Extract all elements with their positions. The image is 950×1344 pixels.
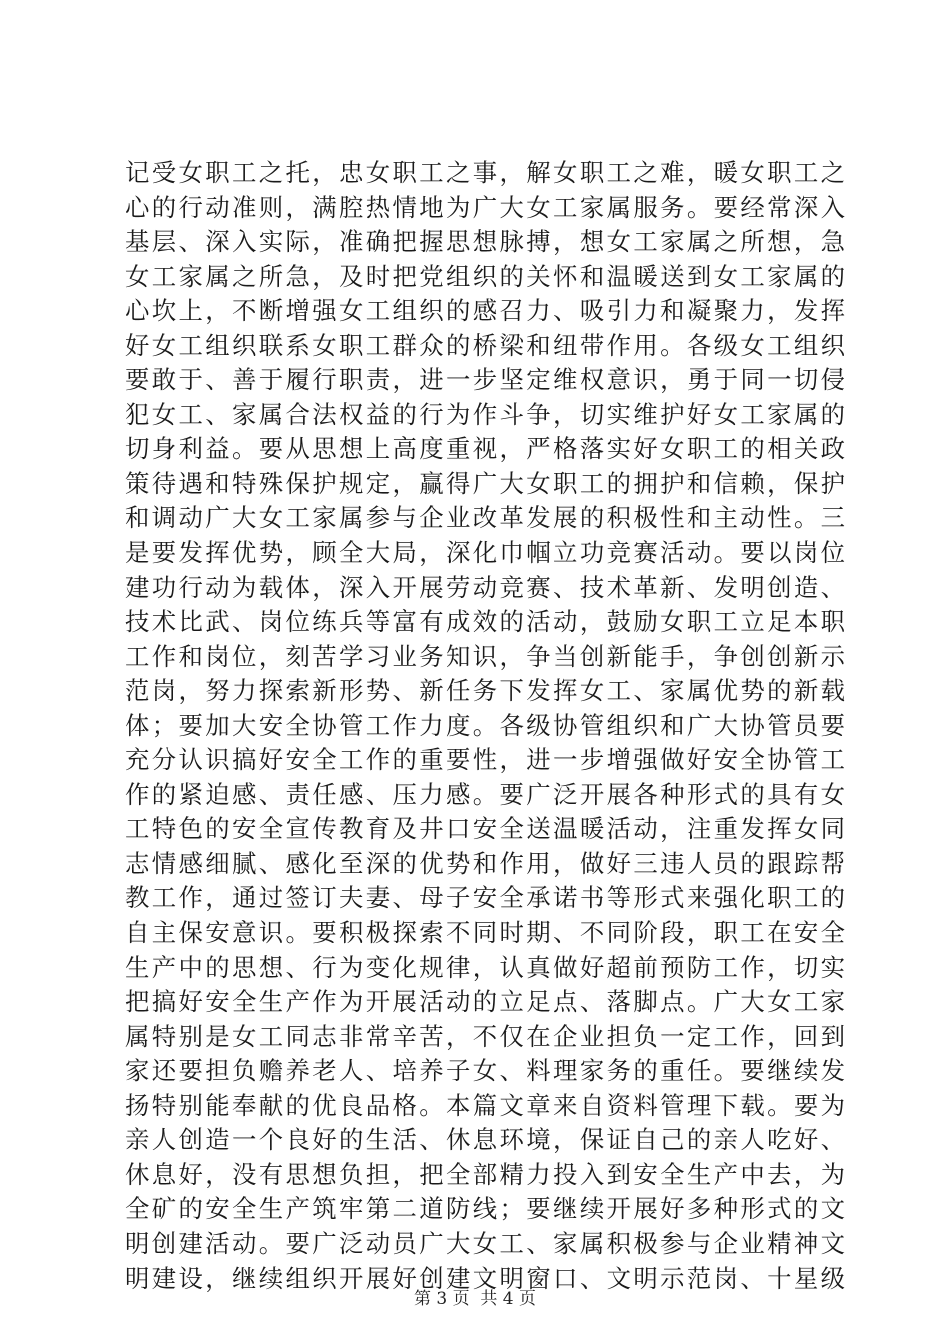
text-line: 好女工组织联系女职工群众的桥梁和纽带作用。各级女工组织 (125, 330, 845, 360)
text-line: 自主保安意识。要积极探索不同时期、不同阶段，职工在安全 (125, 918, 845, 948)
text-line: 全矿的安全生产筑牢第二道防线；要继续开展好多种形式的文 (125, 1194, 845, 1224)
text-line: 策待遇和特殊保护规定，赢得广大女职工的拥护和信赖，保护 (125, 468, 845, 498)
text-line: 记受女职工之托，忠女职工之事，解女职工之难，暖女职工之 (125, 158, 845, 187)
text-line: 心的行动准则，满腔热情地为广大女工家属服务。要经常深入 (125, 192, 845, 222)
text-line: 心坎上，不断增强女工组织的感召力、吸引力和凝聚力，发挥 (125, 296, 845, 326)
text-line: 基层、深入实际，准确把握思想脉搏，想女工家属之所想，急 (125, 227, 845, 257)
text-line: 把搞好安全生产作为开展活动的立足点、落脚点。广大女工家 (125, 987, 845, 1017)
text-line: 和调动广大女工家属参与企业改革发展的积极性和主动性。三 (125, 503, 845, 533)
text-line: 明建设，继续组织开展好创建文明窗口、文明示范岗、十星级 (125, 1263, 845, 1293)
text-line: 切身利益。要从思想上高度重视，严格落实好女职工的相关政 (125, 434, 845, 464)
text-line: 家还要担负赡养老人、培养子女、料理家务的重任。要继续发 (125, 1056, 845, 1086)
text-line: 亲人创造一个良好的生活、休息环境，保证自己的亲人吃好、 (125, 1125, 845, 1155)
text-line: 工作和岗位，刻苦学习业务知识，争当创新能手，争创创新示 (125, 641, 845, 671)
text-line: 技术比武、岗位练兵等富有成效的活动，鼓励女职工立足本职 (125, 607, 845, 637)
text-line: 要敢于、善于履行职责，进一步坚定维权意识，勇于同一切侵 (125, 365, 845, 395)
text-line: 充分认识搞好安全工作的重要性，进一步增强做好安全协管工 (125, 745, 845, 775)
text-line: 体；要加大安全协管工作力度。各级协管组织和广大协管员要 (125, 710, 845, 740)
text-line: 作的紧迫感、责任感、压力感。要广泛开展各种形式的具有女 (125, 779, 845, 809)
text-line: 志情感细腻、感化至深的优势和作用，做好三违人员的跟踪帮 (125, 848, 845, 878)
text-line: 休息好，没有思想负担，把全部精力投入到安全生产中去，为 (125, 1159, 845, 1189)
text-line: 属特别是女工同志非常辛苦，不仅在企业担负一定工作，回到 (125, 1021, 845, 1051)
text-line: 生产中的思想、行为变化规律，认真做好超前预防工作，切实 (125, 952, 845, 982)
text-line: 明创建活动。要广泛动员广大女工、家属积极参与企业精神文 (125, 1228, 845, 1258)
text-line: 范岗，努力探索新形势、新任务下发挥女工、家属优势的新载 (125, 676, 845, 706)
text-line: 扬特别能奉献的优良品格。本篇文章来自资料管理下载。要为 (125, 1090, 845, 1120)
text-line: 教工作，通过签订夫妻、母子安全承诺书等形式来强化职工的 (125, 883, 845, 913)
text-line: 犯女工、家属合法权益的行为作斗争，切实维护好女工家属的 (125, 399, 845, 429)
text-line: 是要发挥优势，顾全大局，深化巾帼立功竞赛活动。要以岗位 (125, 538, 845, 568)
page-number-footer: 第 3 页 共 4 页 (413, 1289, 537, 1309)
text-line: 女工家属之所急，及时把党组织的关怀和温暖送到女工家属的 (125, 261, 845, 291)
text-line: 建功行动为载体，深入开展劳动竞赛、技术革新、发明创造、 (125, 572, 845, 602)
body-text (125, 156, 845, 1296)
text-line: 工特色的安全宣传教育及井口安全送温暖活动，注重发挥女同 (125, 814, 845, 844)
